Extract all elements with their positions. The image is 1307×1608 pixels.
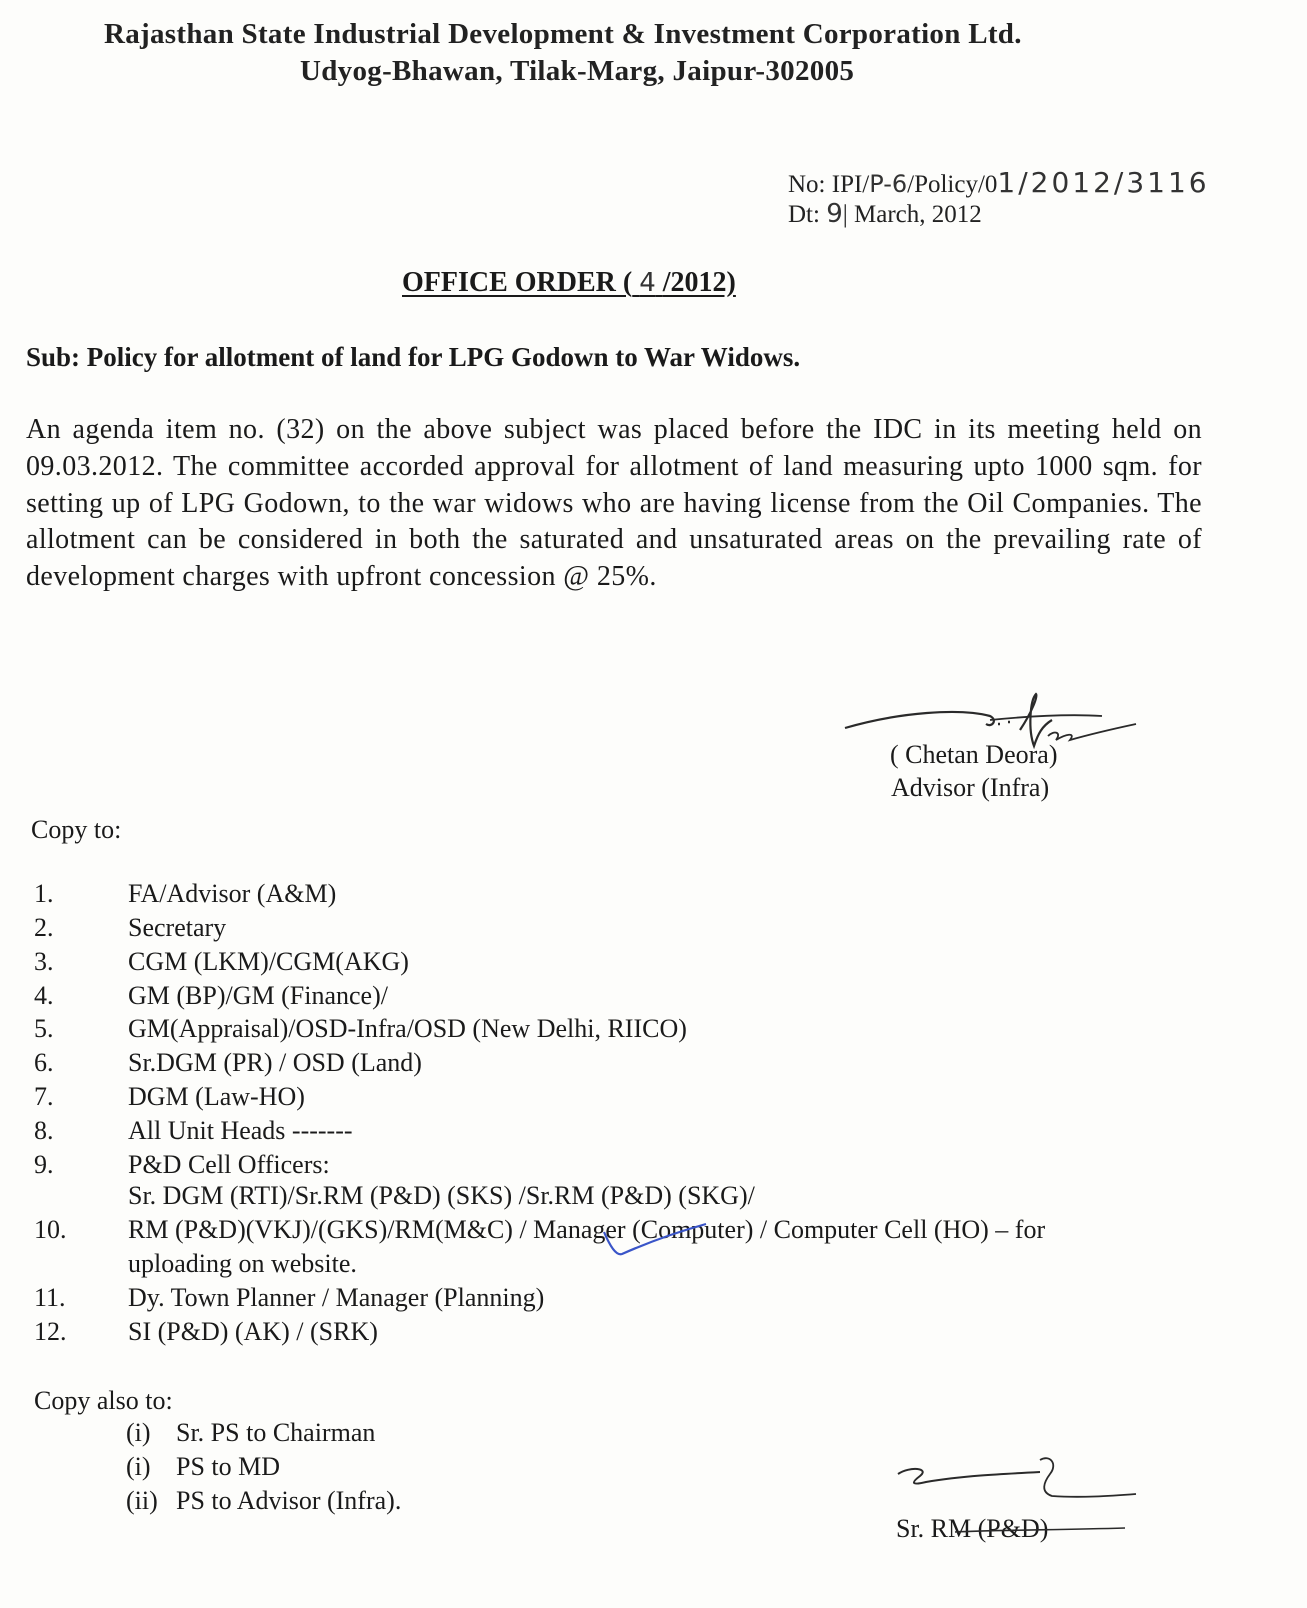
signatory-name: ( Chetan Deora) — [890, 740, 1058, 769]
tick-mark-icon — [600, 1222, 710, 1262]
strike-through-line — [955, 1524, 1135, 1544]
list-item-continuation: Sr. DGM (RTI)/Sr.RM (P&D) (SKS) /Sr.RM (P&D) (SKG)/ — [128, 1181, 755, 1210]
list-item: 4. GM (BP)/GM (Finance)/ — [34, 981, 388, 1010]
reference-handwritten-number: 1/2012/3116 — [997, 166, 1210, 199]
list-item: 8. All Unit Heads ------- — [34, 1116, 353, 1145]
list-item: 9. P&D Cell Officers: — [34, 1150, 330, 1179]
list-item: 7. DGM (Law-HO) — [34, 1082, 305, 1111]
list-item: 10. RM (P&D)(VKJ)/(GKS)/RM(M&C) / Manager (Computer) / Computer Cell (HO) – for — [34, 1215, 1046, 1244]
date-handwritten-day: 9 — [826, 199, 843, 229]
date-prefix: Dt: — [788, 201, 827, 228]
reference-prefix: No: IPI/ — [788, 171, 870, 198]
copy-also-to-heading: Copy also to: — [34, 1386, 173, 1415]
list-item: 3. CGM (LKM)/CGM(AKG) — [34, 947, 409, 976]
office-order-handwritten-number: 4 — [639, 268, 656, 298]
list-item: 11. Dy. Town Planner / Manager (Planning) — [34, 1283, 545, 1312]
second-signatory-designation: Sr. RM (P&D) — [896, 1514, 1049, 1543]
list-item: 5. GM(Appraisal)/OSD-Infra/OSD (New Delhi, RIICO) — [34, 1014, 687, 1043]
reference-number — [788, 166, 1210, 199]
list-item: 6. Sr.DGM (PR) / OSD (Land) — [34, 1048, 422, 1077]
list-item: 2. Secretary — [34, 913, 227, 942]
office-order-prefix: OFFICE ORDER ( — [402, 267, 633, 298]
second-signature-scribble — [890, 1452, 1140, 1522]
organization-name: Rajasthan State Industrial Development & Investment Corporation Ltd. — [104, 18, 1022, 50]
signatory-designation: Advisor (Infra) — [891, 773, 1050, 802]
reference-middle: /Policy/0 — [907, 171, 998, 198]
reference-date — [788, 199, 982, 229]
list-item-continuation: uploading on website. — [128, 1249, 357, 1278]
list-item: 1. FA/Advisor (A&M) — [34, 879, 337, 908]
list-item: (ii) PS to Advisor (Infra). — [126, 1486, 402, 1515]
body-paragraph: An agenda item no. (32) on the above subject was placed before the IDC in its meeting held on 09.03.2012. The committee accorded approval for allotment of land measuring upto 1000 sqm. for setting up of LPG Godown, to the war widows who are having license from the Oil Companies. The allotment can be considered in both the saturated and unsaturated areas on the prevailing rate of development charges with upfront concession @ 25%. — [26, 414, 1202, 593]
copy-to-heading: Copy to: — [31, 815, 122, 844]
list-item: 12. SI (P&D) (AK) / (SRK) — [34, 1317, 378, 1346]
subject-line: Sub: Policy for allotment of land for LPG Godown to War Widows. — [26, 342, 801, 372]
list-item: (i) Sr. PS to Chairman — [126, 1418, 376, 1447]
list-item: (i) PS to MD — [126, 1452, 281, 1481]
date-suffix: | March, 2012 — [842, 201, 982, 228]
office-order-title — [402, 267, 736, 299]
organization-address: Udyog-Bhawan, Tilak-Marg, Jaipur-302005 — [300, 55, 855, 87]
office-order-suffix: /2012) — [662, 267, 736, 298]
reference-handwritten-section: P-6 — [869, 170, 908, 198]
